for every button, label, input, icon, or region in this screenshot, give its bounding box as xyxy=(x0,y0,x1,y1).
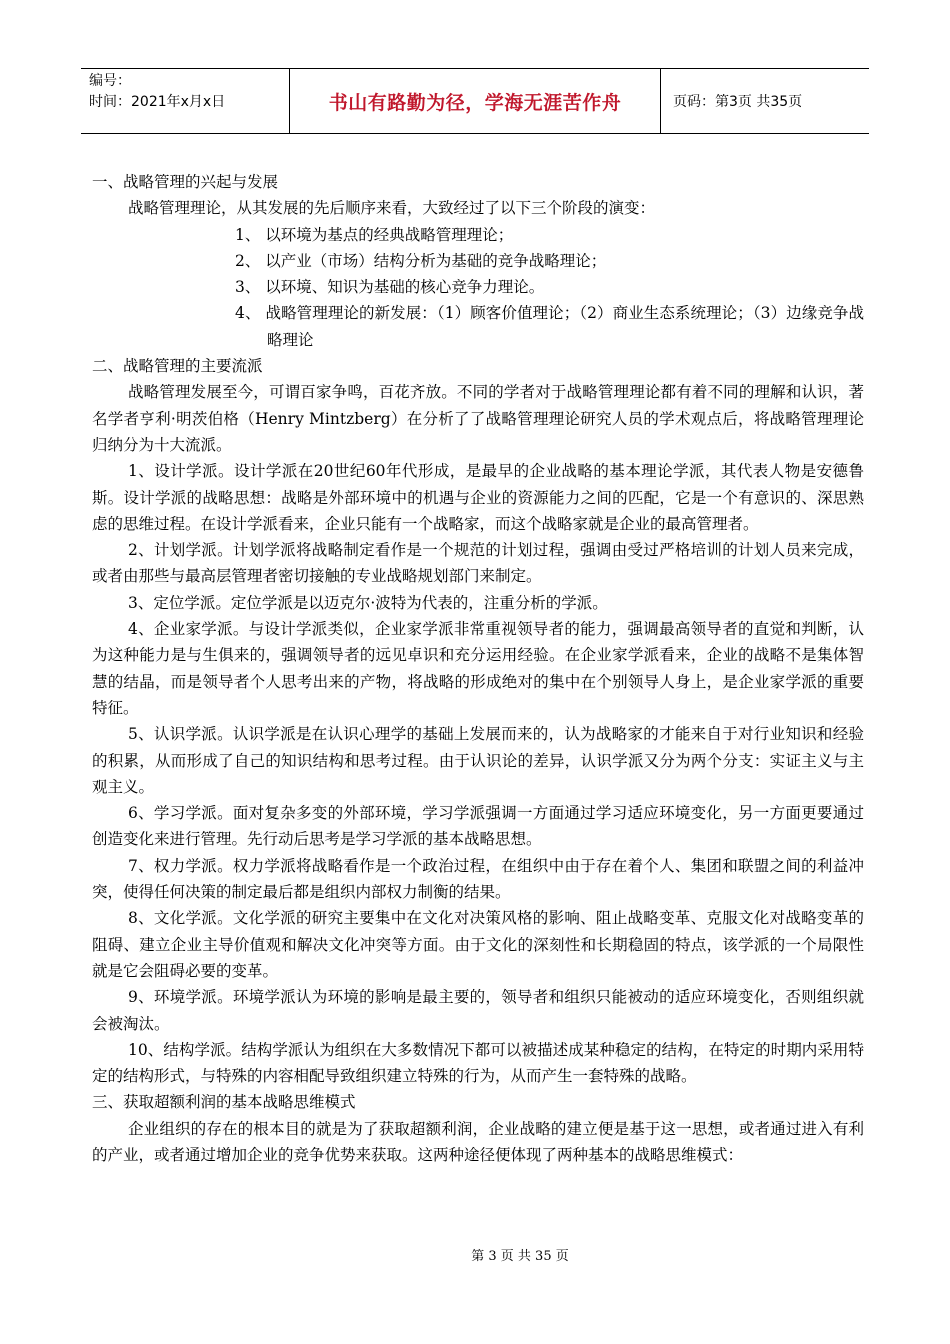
paragraph: 5、认识学派。认识学派是在认识心理学的基础上发展而来的，认为战略家的才能来自于对行业知识和经验的积累，从而形成了自己的知识结构和思考过程。由于认识论的差异，认识学派又分为两个分支：实证主义与主观主义。 xyxy=(92,725,864,796)
paragraph: 2、计划学派。计划学派将战略制定看作是一个规范的计划过程，强调由受过严格培训的计划人员来完成，或者由那些与最高层管理者密切接触的专业战略规划部门来制定。 xyxy=(92,541,864,586)
list-item: 2、 以产业（市场）结构分析为基础的竞争战略理论； xyxy=(235,251,607,270)
header-meta xyxy=(81,69,290,134)
list-item: 1、 以环境为基点的经典战略管理理论； xyxy=(235,225,514,244)
header-page-label: 页码：第3页 共35页 xyxy=(661,69,870,134)
paragraph: 战略管理发展至今，可谓百家争鸣，百花齐放。不同的学者对于战略管理理论都有着不同的理解和认识，著名学者亨利·明茨伯格（Henry Mintzberg）在分析了了战略管理理论研究人员的学术观点后，将战略管理理论归纳分为十大流派。 xyxy=(92,383,864,454)
paragraph: 4、企业家学派。与设计学派类似，企业家学派非常重视领导者的能力，强调最高领导者的直觉和判断，认为这种能力是与生俱来的，强调领导者的远见卓识和充分运用经验。在企业家学派看来，企业的战略不是集体智慧的结晶，而是领导者个人思考出来的产物，将战略的形成绝对的集中在个别领导人身上，是企业家学派的重要特征。 xyxy=(92,620,864,717)
paragraph: 9、环境学派。环境学派认为环境的影响是最主要的，领导者和组织只能被动的适应环境变化，否则组织就会被淘汰。 xyxy=(92,988,864,1033)
header-motto-cell xyxy=(290,69,661,134)
paragraph: 6、学习学派。面对复杂多变的外部环境，学习学派强调一方面通过学习适应环境变化，另一方面更要通过创造变化来进行管理。先行动后思考是学习学派的基本战略思想。 xyxy=(92,804,864,849)
paragraph: 企业组织的存在的根本目的就是为了获取超额利润，企业战略的建立便是基于这一思想，或者通过进入有利的产业，或者通过增加企业的竞争优势来获取。这两种途径便体现了两种基本的战略思维模式： xyxy=(92,1119,864,1164)
section-1-intro: 战略管理理论，从其发展的先后顺序来看，大致经过了以下三个阶段的演变： xyxy=(128,199,656,218)
section-2-title: 二、战略管理的主要流派 xyxy=(92,357,263,376)
doc-time-label: 时间：2021年x月x日 xyxy=(89,94,226,110)
paragraph: 3、定位学派。定位学派是以迈克尔·波特为代表的，注重分析的学派。 xyxy=(128,593,608,612)
section-3-title: 三、获取超额利润的基本战略思维模式 xyxy=(92,1093,356,1112)
document-body xyxy=(92,169,864,1168)
list-item: 4、 战略管理理论的新发展：（1）顾客价值理论；（2）商业生态系统理论；（3）边缘竞争战略理论 xyxy=(235,304,864,349)
section-1-list xyxy=(92,222,864,353)
paragraph: 10、结构学派。结构学派认为组织在大多数情况下都可以被描述成某种稳定的结构，在特定的时期内采用特定的结构形式，与特殊的内容相配导致组织建立特殊的行为，从而产生一套特殊的战略。 xyxy=(92,1040,864,1086)
paragraph: 8、文化学派。文化学派的研究主要集中在文化对决策风格的影响、阻止战略变革、克服文化对战略变革的阻碍、建立企业主导价值观和解决文化冲突等方面。由于文化的深刻性和长期稳固的特点，该学派的一个局限性就是它会阻碍必要的变革。 xyxy=(92,909,864,980)
page-header xyxy=(81,68,869,134)
paragraph: 1、设计学派。设计学派在20世纪60年代形成，是最早的企业战略的基本理论学派，其代表人物是安德鲁斯。设计学派的战略思想：战略是外部环境中的机遇与企业的资源能力之间的匹配，它是一个有意识的、深思熟虑的思维过程。在设计学派看来，企业只能有一个战略家，而这个战略家就是企业的最高管理者。 xyxy=(92,462,864,533)
doc-id-label: 编号： xyxy=(89,73,131,89)
section-1-title: 一、战略管理的兴起与发展 xyxy=(92,173,279,191)
paragraph: 7、权力学派。权力学派将战略看作是一个政治过程，在组织中由于存在着个人、集团和联盟之间的利益冲突，使得任何决策的制定最后都是组织内部权力制衡的结果。 xyxy=(92,856,864,902)
header-motto: 书山有路勤为径，学海无涯苦作舟 xyxy=(328,91,622,114)
page-footer: 第 3 页 共 35 页 xyxy=(471,1249,569,1264)
list-item: 3、 以环境、知识为基础的核心竞争力理论。 xyxy=(235,278,545,297)
